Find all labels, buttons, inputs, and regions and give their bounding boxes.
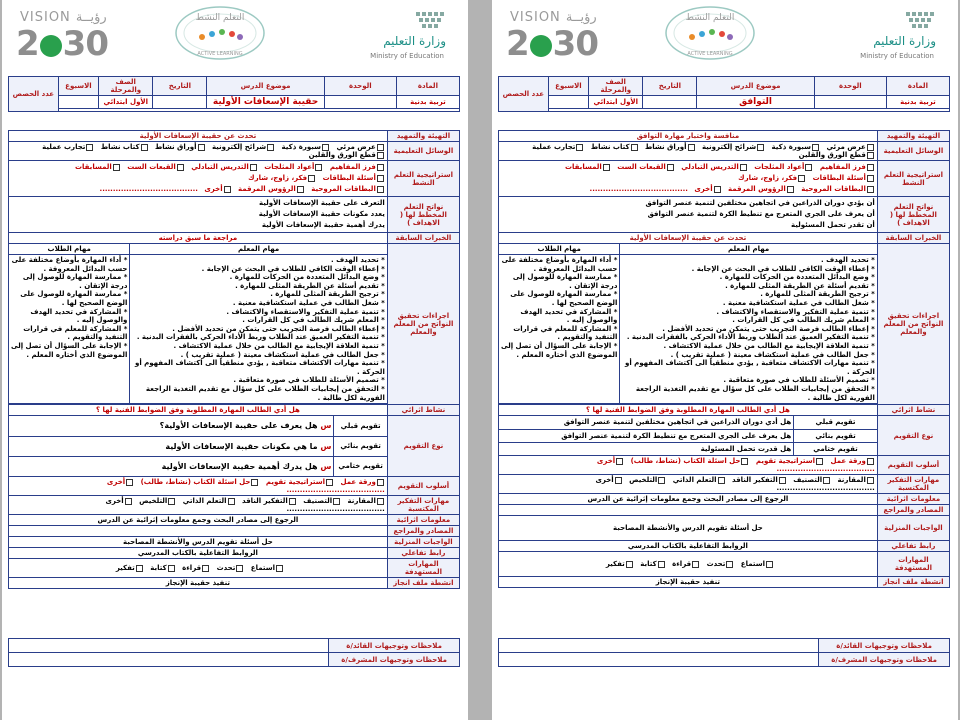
procedures-label: اجراءات تحقيق النواتج من المعلم والمعلم	[387, 244, 459, 405]
strategies-list	[9, 161, 388, 197]
aid-item[interactable]: أوراق نشاط	[645, 143, 696, 151]
link-value[interactable]: الروابط التفاعلية بالكتاب المدرسي	[9, 548, 388, 559]
eval-mid-value: هل يعرف على الجري المتعرج مع تنطيط الكرة لتنمية عنصر التوافق	[499, 429, 794, 442]
lesson-info-table	[8, 76, 460, 112]
eval-style-label: أسلوب التقويم	[877, 456, 949, 475]
thinking-item[interactable]: التصنيف	[793, 476, 831, 484]
eval-style-item[interactable]: ورقة عمل	[830, 457, 874, 465]
eval-type-label: نوع التقويم	[387, 416, 459, 477]
eval-pre-value: هل أدي دوران الذراعين في اتجاهين مختلفين لتنمية عنصر التوافق	[499, 416, 794, 429]
topic-value: التوافق	[697, 96, 814, 109]
lesson-title: تحدث عن حقيبة الإسعافات الأولية	[9, 131, 388, 142]
thinking-item[interactable]: المقارنة	[838, 476, 875, 484]
prior-value: تحدث عن حقيبة الإسعافات الأولية	[499, 233, 878, 244]
skills-label: المهارات المستهدفة	[877, 552, 949, 577]
lesson-plan-page-left	[2, 0, 468, 720]
aid-item[interactable]: كتاب نشاط	[101, 143, 149, 151]
procedures-label: اجراءات تحقيق النواتج من المعلم والمعلم	[877, 244, 949, 405]
week-value	[548, 96, 589, 109]
skill-item[interactable]: قراءة	[672, 560, 700, 568]
eval-table	[9, 416, 387, 476]
portfolio-label: انشطة ملف انجاز	[877, 577, 949, 588]
strategy-item[interactable]: فكر، زاوج، شارك	[738, 174, 806, 182]
enrich-value: الرجوع إلى مصادر البحث وجمع معلومات إثرائية عن الدرس	[9, 515, 388, 526]
notes-table	[8, 638, 460, 667]
eval-pre-label: تقويم قبلي	[794, 416, 877, 429]
prior-label: الخبرات السابقة	[877, 233, 949, 244]
prior-label: الخبرات السابقة	[387, 233, 459, 244]
strategy-item[interactable]: أسئلة البطاقات	[323, 174, 385, 182]
subject-header: المادة	[396, 77, 459, 96]
tasks-table	[9, 244, 387, 403]
strategy-item[interactable]: أعواد المثلجات	[754, 163, 813, 171]
ministry-logo	[318, 8, 448, 64]
periods-header: عدد الحصص	[499, 77, 549, 112]
intro-label: التهيئة والتمهيد	[387, 131, 459, 142]
grade-header: الصف والمرحلة	[589, 77, 643, 96]
thinking-item[interactable]: التعلم الذاتي	[673, 476, 726, 484]
outcome-item: أن تقدر تحمل المسئولية	[790, 221, 875, 229]
skill-item[interactable]: استماع	[251, 564, 284, 572]
active-learning-en-text: ACTIVE LEARNING	[197, 51, 243, 57]
portfolio-value: تنفيذ حقيبة الإنجاز	[9, 578, 388, 589]
outcome-item: يدرك أهمية حقيبة الإسعافات الأولية	[261, 221, 385, 229]
subject-value: تربية بدنية	[886, 96, 949, 109]
thinking-list: المقارنة التصنيف التفكير الناقد التعلم الذاتي التلخيص أخرى .....................................	[9, 496, 388, 515]
strategy-item[interactable]: الرؤوس المرقمة	[728, 185, 795, 193]
sources-label: المصادر والمراجع	[387, 526, 459, 537]
strategy-item[interactable]: فرز المفاهيم	[820, 163, 875, 171]
outcome-item: أن يؤدي دوران الذراعين في اتجاهين مختلفين لتنمية عنصر التوافق	[645, 199, 875, 207]
eval-style-item[interactable]: أخرى	[107, 478, 134, 486]
outcome-item: أن يعرف على الجري المتعرج مع تنطيط الكرة لتنمية عنصر التوافق	[647, 210, 875, 218]
enrich-label: معلومات اثرائية	[387, 515, 459, 526]
vision-logo-text: VISION رؤيــة	[20, 10, 107, 25]
active-learning-logo	[662, 4, 758, 62]
student-tasks: * أداء المهارة بأوضاع مختلفة على حسب البدائل المعروفة . * ممارسة المهارة للوصول إلى درجة الإتقان . * ممارسة المهارة للوصول على الوضع الصحيح لها . * المشاركة في تحديد الهدف والوصول إليه . * المشاركة للمعلم في قرارات التنفيذ والتقويم . * الإجابة على السؤال أن تصل إلى الموضوع الذي أختاره المعلم .	[499, 255, 620, 404]
ministry-english-text: Ministry of Education	[370, 52, 444, 60]
ministry-arabic-text: وزارة التعليم	[383, 34, 446, 48]
lesson-plan-page-right	[492, 0, 958, 720]
eval-pre-value: س هل يعرف على حقيبة الإسعافات الأولية؟	[9, 416, 334, 436]
activity-label: نشاط اثرائي	[387, 405, 459, 416]
aid-item[interactable]: كتاب نشاط	[591, 143, 639, 151]
unit-header: الوحدة	[814, 77, 886, 96]
eval-final-label: تقويم ختامي	[794, 442, 877, 455]
enrich-label: معلومات اثرائية	[877, 494, 949, 505]
date-header: التاريخ	[153, 77, 207, 96]
vision-logo-year: 2 30	[506, 24, 598, 64]
ministry-english-text: Ministry of Education	[860, 52, 934, 60]
aid-item[interactable]: شرائح إلكترونية	[212, 143, 275, 151]
grade-header: الصف والمرحلة	[99, 77, 153, 96]
skill-item[interactable]: تحدث	[707, 560, 735, 568]
eval-style-item[interactable]: حل اسئلة الكتاب (نشاط، طالب)	[141, 478, 260, 486]
link-label: رابط تفاعلي	[877, 541, 949, 552]
aid-item[interactable]: قطع الورق والقلين	[309, 151, 385, 159]
homework-value: حل أسئلة تقويم الدرس والأنشطة المصاحبة	[9, 537, 388, 548]
strategy-item[interactable]: فرز المفاهيم	[330, 163, 385, 171]
topic-header: موضوع الدرس	[207, 77, 324, 96]
ministry-emblem-icon	[414, 10, 448, 36]
leader-notes-field[interactable]	[9, 639, 329, 653]
aids-list	[9, 142, 388, 161]
outcomes-label: نواتج التعلم المخطط لها ( الاهداف )	[387, 197, 459, 233]
eval-style-item[interactable]: حل اسئلة الكتاب (نشاط، طالب)	[631, 457, 750, 465]
unit-value	[324, 96, 396, 109]
strategy-item[interactable]: القبعات الست	[617, 163, 675, 171]
eval-type-label: نوع التقويم	[877, 416, 949, 456]
teacher-tasks-header: مهام المعلم	[130, 244, 387, 255]
skills-list	[9, 559, 388, 578]
aid-item[interactable]: أوراق نشاط	[155, 143, 206, 151]
eval-mid-label: تقويم بنائي	[334, 436, 387, 456]
aid-item[interactable]: عرض مرئي	[826, 143, 874, 151]
activity-value: هل أدي الطالب المهارة المطلوبة وفق الضوابط الفنية لها ؟	[9, 405, 388, 416]
supervisor-notes-label: ملاحظات وتوجيهات المشرف/ة	[819, 653, 950, 667]
homework-label: الواجبات المنزلية	[877, 516, 949, 541]
periods-header: عدد الحصص	[9, 77, 59, 112]
strategy-item[interactable]: القبعات الست	[127, 163, 185, 171]
lesson-body-table	[8, 130, 460, 589]
skill-item[interactable]: كتابة	[150, 564, 175, 572]
eval-style-item[interactable]: استراتيجية تقويم	[756, 457, 824, 465]
thinking-label: مهارات التفكير المكتسبة	[387, 496, 459, 515]
supervisor-notes-label: ملاحظات وتوجيهات المشرف/ة	[329, 653, 460, 667]
active-learning-en-text: ACTIVE LEARNING	[687, 51, 733, 57]
topic-header: موضوع الدرس	[697, 77, 814, 96]
strategy-item[interactable]: أخرى	[694, 185, 721, 193]
vision-2030-logo	[16, 8, 132, 64]
strategy-item[interactable]: المسابقات	[75, 163, 121, 171]
eval-style-item[interactable]: استراتيجية تقويم	[266, 478, 334, 486]
tasks-table	[499, 244, 877, 403]
outcome-item: التعرف على حقيبة الإسعافات الأولية	[258, 199, 385, 207]
thinking-item[interactable]: أخرى	[595, 476, 622, 484]
student-tasks-header: مهام الطلاب	[47, 245, 91, 253]
aids-label: الوسائل التعليمية	[387, 142, 459, 161]
supervisor-notes-field[interactable]	[499, 653, 819, 667]
skill-item[interactable]: كتابة	[640, 560, 665, 568]
thinking-item[interactable]: التلخيص	[139, 497, 176, 505]
lesson-title: منافسة واختبار مهارة التوافق	[499, 131, 878, 142]
outcomes-label: نواتج التعلم المخطط لها ( الاهداف )	[877, 197, 949, 233]
page-header	[2, 0, 468, 70]
enrich-value: الرجوع إلى مصادر البحث وجمع معلومات إثرائية عن الدرس	[499, 494, 878, 505]
eval-mid-label: تقويم بنائي	[794, 429, 877, 442]
sources-label: المصادر والمراجع	[877, 505, 949, 516]
thinking-label: مهارات التفكير المكتسبة	[877, 475, 949, 494]
outcome-item: يعدد مكونات حقيبة الإسعافات الأولية	[258, 210, 385, 218]
strategies-label: استراتيجية التعلم النشط	[387, 161, 459, 197]
strategy-item[interactable]: البطاقات المروحية	[801, 185, 875, 193]
eval-final-label: تقويم ختامي	[334, 456, 387, 476]
leader-notes-label: ملاحظات وتوجيهات القائد/ة	[329, 639, 460, 653]
grade-value: الأول ابتدائي	[589, 96, 643, 109]
strategy-dots: .....................................	[589, 185, 688, 193]
active-learning-ar-text: التعلم النشط	[685, 13, 735, 23]
lesson-body-table	[498, 130, 950, 588]
teacher-tasks-header: مهام المعلم	[620, 244, 877, 255]
thinking-item[interactable]: التفكير الناقد	[242, 497, 297, 505]
intro-label: التهيئة والتمهيد	[877, 131, 949, 142]
vision-logo-text: VISION رؤيــة	[510, 10, 597, 25]
thinking-item[interactable]: التلخيص	[629, 476, 666, 484]
thinking-item[interactable]: المقارنة	[348, 497, 385, 505]
strategy-item[interactable]: أسئلة البطاقات	[813, 174, 875, 182]
leader-notes-field[interactable]	[499, 639, 819, 653]
week-header: الاسبوع	[548, 77, 589, 96]
eval-style-item[interactable]: أخرى	[597, 457, 624, 465]
notes-table	[498, 638, 950, 667]
unit-header: الوحدة	[324, 77, 396, 96]
page-header	[492, 0, 958, 70]
portfolio-label: انشطة ملف انجاز	[387, 578, 459, 589]
strategy-item[interactable]: التدريس التبادلي	[681, 163, 748, 171]
activity-value: هل أدي الطالب المهارة المطلوبة وفق الضوابط الفنية لها ؟	[499, 405, 878, 416]
student-tasks: * أداء المهارة بأوضاع مختلفة على حسب البدائل المعروفة . * ممارسة المهارة للوصول إلى درجة الإتقان . * ممارسة المهارة للوصول على الوضع الصحيح لها . * المشاركة في تحديد الهدف والوصول إليه . * المشاركة للمعلم في قرارات التنفيذ والتقويم . * الإجابة على السؤال أن تصل إلى الموضوع الذي أختاره المعلم .	[9, 255, 130, 404]
skills-list	[499, 552, 878, 577]
strategy-dots: .....................................	[99, 185, 198, 193]
aid-item[interactable]: قطع الورق والقلين	[799, 151, 875, 159]
thinking-item[interactable]: أخرى	[105, 497, 132, 505]
week-value	[58, 96, 99, 109]
outcomes-list	[499, 197, 878, 233]
teacher-tasks: * تحديد الهدف . * إعطاء الوقت الكافي للطلاب في البحث عن الإجابة . * وضع البدائل المتعددة من الحركات للمهارة . * تقديم أسئلة عن الطريقة المثلى للمهارة . * ترجيح الطريقة المثلى للمهارة . * شغل الطالب في عملية استكشافية معنية . * تنمية عملية التفكير والاستقصاء والاكتشاف . * المعلم شريك الطالب في كل القرارات . * إعطاء الطالب فرصة التجريب حتى يتمكن من تحديد الأفضل . * تنمية التفكير العميق عند الطلاب وربط الأداء الحركي بالفقرات البدنية . * تنمية العلاقة الإيجابية مع الطالب من خلال عملية الاكتشاف . * جعل الطالب في عملية استكشاف معينة ( عملية تقريب ) . * تنمية مهارات الاكتشاف متعاقبة , يؤدي منطقياً الى اكتشاف المفهوم أو الحركة . * تصميم الأسئلة للطلاب في صورة متعاقبة . * التحقق من إيجابيات الطلاب على كل سؤال مع تقديم التغذية الراجعة الفورية لكل طالبة .	[620, 255, 877, 404]
skill-item[interactable]: تفكير	[116, 564, 144, 572]
vision-2030-logo	[506, 8, 622, 64]
strategies-label: استراتيجية التعلم النشط	[877, 161, 949, 197]
subject-value: تربية بدنية	[396, 96, 459, 109]
eval-mid-value: س ما هي مكونات حقيبة الإسعافات الأولية	[9, 436, 334, 456]
eval-pre-label: تقويم قبلي	[334, 416, 387, 436]
thinking-item[interactable]: التفكير الناقد	[732, 476, 787, 484]
skill-item[interactable]: تحدث	[217, 564, 245, 572]
strategies-list	[499, 161, 878, 197]
aid-item[interactable]: تجارب عملية	[42, 143, 94, 151]
eval-style-item[interactable]: ورقة عمل	[340, 478, 384, 486]
eval-style-list: ورقة عمل استراتيجية تقويم حل اسئلة الكتاب (نشاط، طالب) أخرى .....................................	[9, 477, 388, 496]
thinking-item[interactable]: التصنيف	[303, 497, 341, 505]
student-tasks-header: مهام الطلاب	[537, 245, 581, 253]
homework-label: الواجبات المنزلية	[387, 537, 459, 548]
eval-style-list: ورقة عمل استراتيجية تقويم حل اسئلة الكتاب (نشاط، طالب) أخرى .....................................	[499, 456, 878, 475]
aid-item[interactable]: شرائح إلكترونية	[702, 143, 765, 151]
date-value	[643, 96, 697, 109]
subject-header: المادة	[886, 77, 949, 96]
eval-final-value: س هل يدرك أهمية حقيبة الإسعافات الأولية	[161, 461, 332, 471]
outcomes-list	[9, 197, 388, 233]
aid-item[interactable]: عرض مرئي	[336, 143, 384, 151]
thinking-item[interactable]: التعلم الذاتي	[183, 497, 236, 505]
lesson-info-table	[498, 76, 950, 112]
aid-item[interactable]: سبورة ذكية	[772, 143, 821, 151]
aid-item[interactable]: سبورة ذكية	[282, 143, 331, 151]
aids-label: الوسائل التعليمية	[877, 142, 949, 161]
strategy-item[interactable]: أخرى	[204, 185, 231, 193]
strategy-item[interactable]: البطاقات المروحية	[311, 185, 385, 193]
ministry-emblem-icon	[904, 10, 938, 36]
strategy-item[interactable]: التدريس التبادلي	[191, 163, 258, 171]
skill-item[interactable]: قراءة	[182, 564, 210, 572]
strategy-item[interactable]: فكر، زاوج، شارك	[248, 174, 316, 182]
vision-logo-year: 2 30	[16, 24, 108, 64]
eval-style-label: أسلوب التقويم	[387, 477, 459, 496]
date-value	[153, 96, 207, 109]
link-label: رابط تفاعلي	[387, 548, 459, 559]
skill-item[interactable]: تفكير	[606, 560, 634, 568]
strategy-item[interactable]: الرؤوس المرقمة	[238, 185, 305, 193]
strategy-item[interactable]: أعواد المثلجات	[264, 163, 323, 171]
prior-value: مراجعة ما سبق دراسته	[9, 233, 388, 244]
sources-value	[9, 526, 388, 537]
portfolio-value: تنفيذ حقيبة الإنجاز	[499, 577, 878, 588]
unit-value	[814, 96, 886, 109]
skills-label: المهارات المستهدفة	[387, 559, 459, 578]
eval-table	[499, 416, 877, 455]
aid-item[interactable]: تجارب عملية	[532, 143, 584, 151]
week-header: الاسبوع	[58, 77, 99, 96]
leader-notes-label: ملاحظات وتوجيهات القائد/ة	[819, 639, 950, 653]
aids-list	[499, 142, 878, 161]
topic-value: حقيبة الإسعافات الأولية	[207, 96, 324, 109]
active-learning-ar-text: التعلم النشط	[195, 13, 245, 23]
homework-value: حل أسئلة تقويم الدرس والأنشطة المصاحبة	[499, 516, 878, 541]
link-value[interactable]: الروابط التفاعلية بالكتاب المدرسي	[499, 541, 878, 552]
sources-value	[499, 505, 878, 516]
grade-value: الأول ابتدائي	[99, 96, 153, 109]
eval-final-value: هل قدرت تحمل المسئولية	[700, 444, 792, 453]
supervisor-notes-field[interactable]	[9, 653, 329, 667]
skill-item[interactable]: استماع	[741, 560, 774, 568]
activity-label: نشاط اثرائي	[877, 405, 949, 416]
ministry-arabic-text: وزارة التعليم	[873, 34, 936, 48]
thinking-list: المقارنة التصنيف التفكير الناقد التعلم الذاتي التلخيص أخرى .....................................	[499, 475, 878, 494]
date-header: التاريخ	[643, 77, 697, 96]
active-learning-logo	[172, 4, 268, 62]
ministry-logo	[808, 8, 938, 64]
teacher-tasks: * تحديد الهدف . * إعطاء الوقت الكافي للطلاب في البحث عن الإجابة . * وضع البدائل المتعددة من الحركات للمهارة . * تقديم أسئلة عن الطريقة المثلى للمهارة . * ترجيح الطريقة المثلى للمهارة . * شغل الطالب في عملية استكشافية معنية . * تنمية عملية التفكير والاستقصاء والاكتشاف . * المعلم شريك الطالب في كل القرارات . * إعطاء الطالب فرصة التجريب حتى يتمكن من تحديد الأفضل . * تنمية التفكير العميق عند الطلاب وربط الأداء الحركي بالفقرات البدنية . * تنمية العلاقة الإيجابية مع الطالب من خلال عملية الاكتشاف . * جعل الطالب في عملية استكشاف معينة ( عملية تقريب ) . * تنمية مهارات الاكتشاف متعاقبة , يؤدي منطقياً الى اكتشاف المفهوم أو الحركة . * تصميم الأسئلة للطلاب في صورة متعاقبة . * التحقق من إيجابيات الطلاب على كل سؤال مع تقديم التغذية الراجعة الفورية لكل طالبة .	[130, 255, 387, 404]
strategy-item[interactable]: المسابقات	[565, 163, 611, 171]
